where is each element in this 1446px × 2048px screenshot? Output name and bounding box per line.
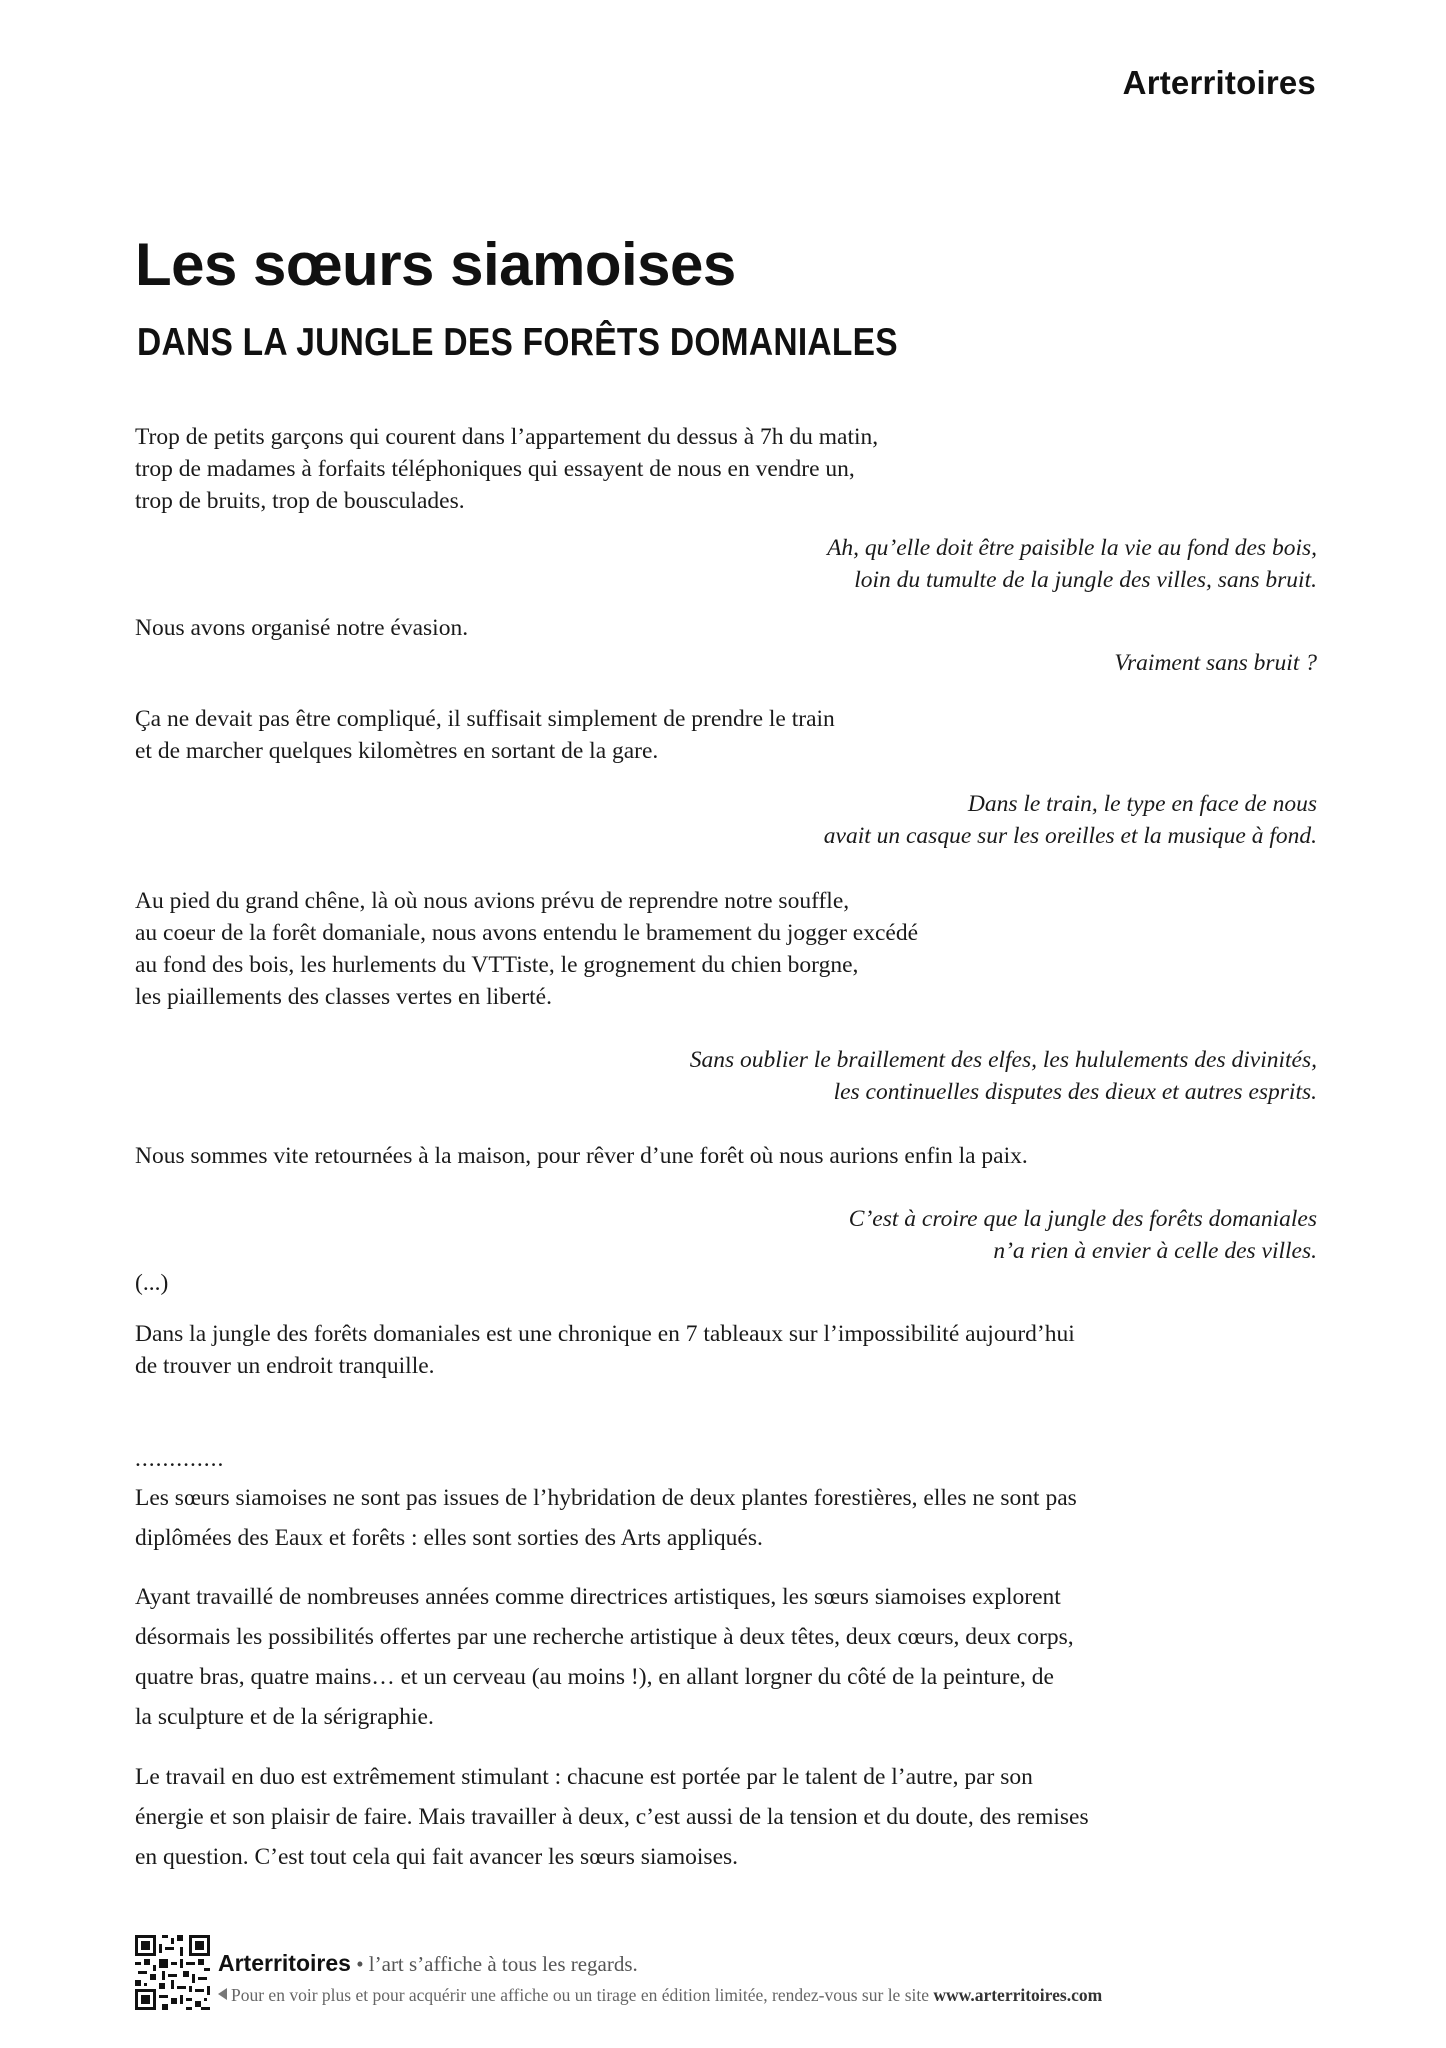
qr-code-icon[interactable]	[135, 1935, 210, 2010]
bio-paragraph: Les sœurs siamoises ne sont pas issues de l’hybridation de deux plantes forestières, elles ne sont pas diplômées des Eaux et forêts : elles sont sorties des Arts appliqués.	[135, 1485, 1077, 1551]
poem-stanza-5	[135, 1140, 1028, 1172]
poem-line: au coeur de la forêt domaniale, nous avons entendu le bramement du jogger excédé	[135, 920, 919, 946]
poem-line: Ça ne devait pas être compliqué, il suffisait simplement de prendre le train	[135, 706, 835, 732]
poem-stanza-3	[135, 703, 835, 767]
poem-conclusion	[135, 1318, 1075, 1382]
poem-italic-1	[827, 532, 1317, 596]
poem-italic-3	[824, 788, 1317, 852]
footer-tagline: • l’art s’affiche à tous les regards.	[350, 1952, 638, 1976]
poem-line: n’a rien à envier à celle des villes.	[993, 1238, 1317, 1264]
poem-italic-2	[1114, 647, 1317, 679]
poem-stanza-2	[135, 612, 468, 644]
poem-line: et de marcher quelques kilomètres en sortant de la gare.	[135, 738, 659, 764]
poem-line: C’est à croire que la jungle des forêts domaniales	[848, 1206, 1317, 1232]
poem-line: (...)	[135, 1270, 169, 1296]
poem-line: Ah, qu’elle doit être paisible la vie au fond des bois,	[827, 535, 1317, 561]
poem-line: au fond des bois, les hurlements du VTTiste, le grognement du chien borgne,	[135, 952, 859, 978]
poem-line: Au pied du grand chêne, là où nous avions prévu de reprendre notre souffle,	[135, 888, 850, 914]
page-title: Les sœurs siamoises	[135, 231, 736, 298]
poem-line: Nous avons organisé notre évasion.	[135, 615, 469, 641]
poem-line: trop de bruits, trop de bousculades.	[135, 488, 465, 514]
poem-line: Trop de petits garçons qui courent dans l’appartement du dessus à 7h du matin,	[135, 424, 879, 450]
poem-line: trop de madames à forfaits téléphoniques qui essayent de nous en vendre un,	[135, 456, 855, 482]
poem-italic-4	[690, 1044, 1317, 1108]
footer-tagline-row	[218, 1950, 638, 1977]
section-separator: .............	[135, 1446, 225, 1472]
poem-line: Nous sommes vite retournées à la maison, pour rêver d’une forêt où nous aurions enfin la paix.	[135, 1143, 1028, 1169]
page-subtitle: DANS LA JUNGLE DES FORÊTS DOMANIALES	[137, 321, 898, 364]
website-link[interactable]: www.arterritoires.com	[933, 1985, 1103, 2005]
poem-line: avait un casque sur les oreilles et la musique à fond.	[823, 823, 1317, 849]
poem-stanza-4	[135, 885, 918, 1013]
poem-line: Dans la jungle des forêts domaniales est une chronique en 7 tableaux sur l’impossibilité aujourd’hui	[135, 1321, 1075, 1347]
poem-line: les piaillements des classes vertes en liberté.	[135, 984, 552, 1010]
arrow-left-icon	[218, 1988, 227, 2000]
poem-line: les continuelles disputes des dieux et autres esprits.	[833, 1079, 1317, 1105]
poem-stanza-1	[135, 421, 878, 517]
poem-line: Dans le train, le type en face de nous	[967, 791, 1317, 817]
footer-info: Pour en voir plus et pour acquérir une affiche ou un tirage en édition limitée, rendez-vous sur le site	[231, 1985, 934, 2005]
footer-info-row	[218, 1985, 1102, 2006]
poem-line: de trouver un endroit tranquille.	[135, 1353, 435, 1379]
poem-italic-5	[849, 1203, 1317, 1267]
poem-line: Vraiment sans bruit ?	[1114, 650, 1317, 676]
bio-paragraph: Le travail en duo est extrêmement stimulant : chacune est portée par le talent de l’autre, par son énergie et son plaisir de faire. Mais travailler à deux, c’est aussi de la tension et du doute, des remises en question. C’est tout cela qui fait avancer les sœurs siamoises.	[135, 1764, 1089, 1870]
poem-line: loin du tumulte de la jungle des villes, sans bruit.	[854, 567, 1317, 593]
footer-brand: Arterritoires	[218, 1950, 351, 1976]
header-brand: Arterritoires	[1122, 64, 1316, 101]
poem-line: Sans oublier le braillement des elfes, les hululements des divinités,	[689, 1047, 1317, 1073]
bio-paragraph: Ayant travaillé de nombreuses années comme directrices artistiques, les sœurs siamoises explorent désormais les possibilités offertes par une recherche artistique à deux têtes, deux cœurs, deux corps, quatre bras, quatre mains… et un cerveau (au moins !), en allant lorgner du côté de la peinture, de la sculpture et de la sérigraphie.	[135, 1584, 1074, 1730]
poem-ellipsis	[135, 1267, 168, 1299]
